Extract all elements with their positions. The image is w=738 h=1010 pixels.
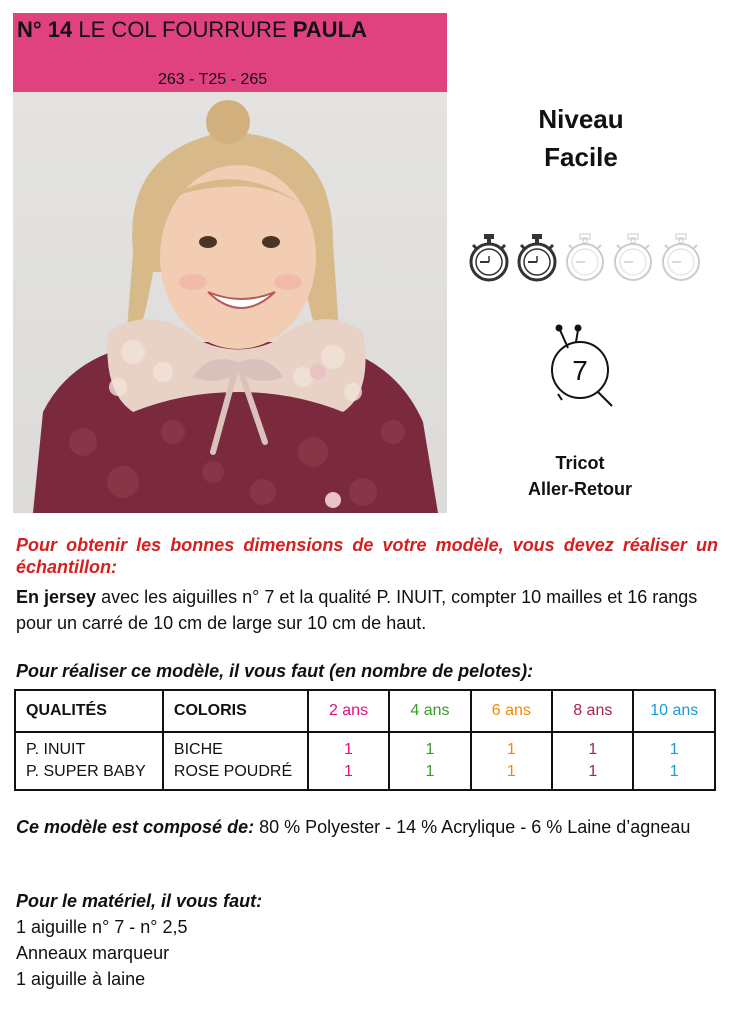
gauge-text: avec les aiguilles n° 7 et la qualité P. INUIT, compter 10 mailles et 16 rangs pour un carré de 10 cm de large sur 10 cm de haut. (16, 587, 698, 633)
list-item: 1 aiguille n° 7 - n° 2,5 (16, 917, 188, 937)
pattern-model: PAULA (292, 17, 367, 42)
timer-icon-filled (516, 232, 558, 282)
composition-label: Ce modèle est composé de: (16, 817, 255, 837)
yarn-table-title: Pour réaliser ce modèle, il vous faut (en nombre de pelotes): (16, 661, 534, 681)
technique-line-2: Aller-Retour (527, 479, 632, 499)
qualites-cell (15, 732, 163, 790)
qty-value: 1 (669, 763, 679, 780)
qty-value: 1 (425, 741, 435, 758)
qty-value: 1 (588, 763, 598, 780)
qty-value: 1 (344, 763, 353, 780)
table-row (15, 732, 715, 790)
qty-size-6 (471, 732, 552, 790)
pattern-reference: 263 - T25 - 265 (158, 71, 268, 88)
needle-size-icon (540, 322, 620, 412)
difficulty-timers (468, 232, 708, 284)
qualite-1: P. INUIT (26, 741, 86, 758)
table-header-row (15, 690, 715, 732)
header-size-10: 10 ans (633, 690, 715, 732)
qty-size-4 (389, 732, 470, 790)
timer-icon-empty (612, 232, 654, 282)
level-value: Facile (544, 142, 618, 172)
timer-icon-empty (564, 232, 606, 282)
gauge-label: En jersey (16, 587, 97, 607)
composition-text: 80 % Polyester - 14 % Acrylique - 6 % Laine d’agneau (259, 817, 691, 837)
coloris-cell (163, 732, 308, 790)
qty-size-8 (552, 732, 633, 790)
technique (480, 450, 680, 502)
timer-icon-empty (660, 232, 702, 282)
qty-value: 1 (506, 741, 516, 758)
header-size-6: 6 ans (471, 690, 552, 732)
qty-value: 1 (588, 741, 598, 758)
qty-size-10 (633, 732, 715, 790)
girl-in-fur-collar-jacket-illustration (13, 92, 447, 513)
header-qualites: QUALITÉS (15, 690, 163, 732)
title-banner (13, 13, 447, 92)
qty-value: 1 (669, 741, 679, 758)
pattern-number: N° 14 (17, 17, 73, 42)
coloris-2: ROSE POUDRÉ (173, 763, 293, 780)
qty-value: 1 (425, 763, 435, 780)
header-size-8: 8 ans (552, 690, 633, 732)
level-label: Niveau (538, 104, 624, 134)
pattern-name: LE COL FOURRURE (78, 17, 287, 42)
qty-value: 1 (344, 741, 353, 758)
difficulty-level (470, 100, 692, 176)
qualite-2: P. SUPER BABY (26, 763, 146, 780)
header-coloris: COLORIS (163, 690, 308, 732)
materials-title: Pour le matériel, il vous faut: (16, 891, 263, 911)
pattern-title (17, 17, 367, 43)
materials-list (16, 888, 262, 992)
coloris-1: BICHE (173, 741, 223, 758)
gauge-intro: Pour obtenir les bonnes dimensions de votre modèle, vous devez réaliser un échantillon: (16, 535, 718, 577)
composition (16, 814, 722, 840)
header-size-2: 2 ans (308, 690, 389, 732)
model-photo (13, 92, 447, 513)
technique-line-1: Tricot (555, 453, 605, 473)
gauge-paragraph (16, 584, 722, 636)
qty-value: 1 (506, 763, 516, 780)
needle-size-value: 7 (572, 355, 588, 386)
timer-icon-filled (468, 232, 510, 282)
list-item: 1 aiguille à laine (16, 969, 146, 989)
qty-size-2 (308, 732, 389, 790)
header-size-4: 4 ans (389, 690, 470, 732)
list-item: Anneaux marqueur (16, 943, 170, 963)
yarn-quantity-table (14, 689, 716, 791)
